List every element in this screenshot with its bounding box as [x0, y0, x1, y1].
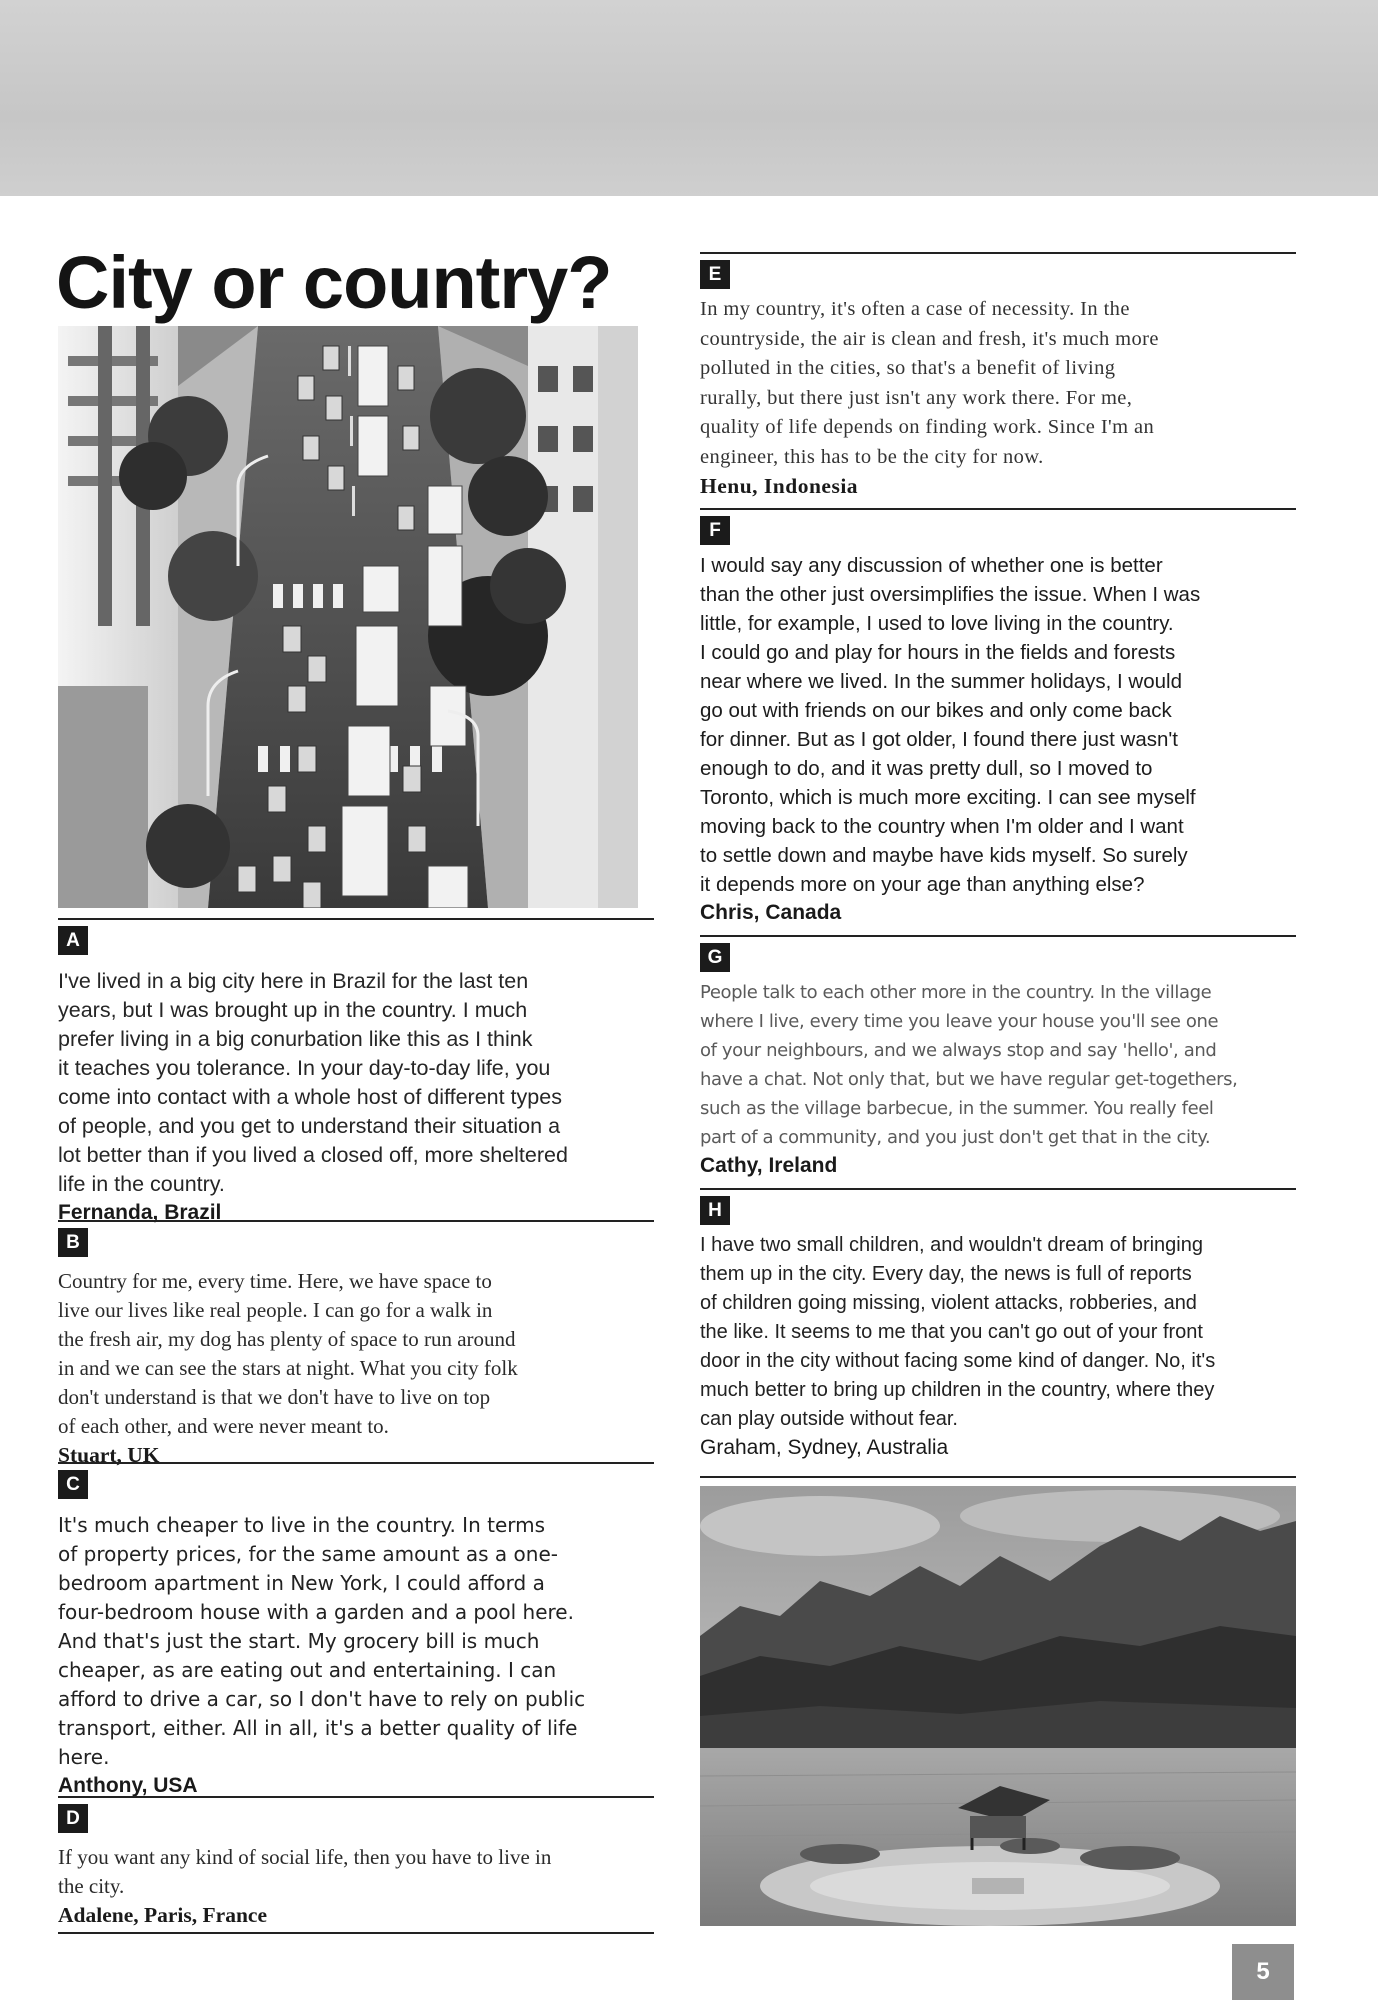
entry-author: Stuart, UK: [58, 1443, 160, 1467]
entry-divider: [700, 252, 1296, 254]
entry-text: It's much cheaper to live in the country. In terms of property prices, for the same amount as a one- bedroom apartment in New York, I could afford a four-bedroom house with a garden and a pool here. And that's just the start. My grocery bill is much cheaper, as are eating out and entertaining. I can afford to drive a car, so I don't have to rely on public transport, either. All in all, it's a better quality of life here.: [58, 1513, 586, 1769]
entry-author: Fernanda, Brazil: [58, 1201, 222, 1224]
entry-divider-bottom: [58, 1932, 654, 1934]
entry-letter-badge: E: [700, 260, 730, 289]
countryside-photo: [700, 1486, 1296, 1926]
entry-d: [58, 1796, 654, 1934]
entry-g: [700, 935, 1296, 1178]
entry-text: In my country, it's often a case of necessity. In the countryside, the air is clean and fresh, it's much more polluted in the cities, so that's a benefit of living rurally, but there just isn't any work there. For me, quality of life depends on finding work. Since I'm an engineer, this has to be the city for now.: [700, 298, 1159, 468]
entry-letter-badge: H: [700, 1196, 730, 1225]
entry-letter-badge: G: [700, 943, 730, 972]
entry-divider-bottom: [700, 1476, 1296, 1478]
entry-text: If you want any kind of social life, then you have to live in the city.: [58, 1845, 552, 1898]
entry-author: Graham, Sydney, Australia: [700, 1436, 949, 1459]
entry-divider: [700, 935, 1296, 937]
entry-divider: [58, 1796, 654, 1798]
entry-c: [58, 1462, 654, 1798]
entry-author: Anthony, USA: [58, 1774, 198, 1797]
entry-text: Country for me, every time. Here, we have space to live our lives like real people. I can go for a walk in the fresh air, my dog has plenty of space to run around in and we can see the stars at night. What you city folk don't understand is that we don't have to live on top of each other, and were never meant to.: [58, 1269, 518, 1438]
entry-author: Cathy, Ireland: [700, 1154, 838, 1177]
entry-text: People talk to each other more in the country. In the village where I live, every time you leave your house you'll see one of your neighbours, and we always stop and say 'hello', and have a chat. Not only that, but we have regular get-togethers, such as the village barbecue, in the summer. You really feel part of a community, and you just don't get that in the city.: [700, 982, 1238, 1148]
entry-divider: [58, 1220, 654, 1222]
entry-divider: [58, 918, 654, 920]
page-number: 5: [1232, 1944, 1294, 2000]
entry-author: Henu, Indonesia: [700, 474, 859, 498]
entry-author: Adalene, Paris, France: [58, 1903, 267, 1927]
entry-text: I have two small children, and wouldn't dream of bringing them up in the city. Every day, the news is full of reports of children going missing, violent attacks, robberies, and the like. It seems to me that you can't go out of your front door in the city without facing some kind of danger. No, it's much better to bring up children in the country, where they can play outside without fear.: [700, 1234, 1216, 1430]
entry-b: [58, 1220, 654, 1468]
entry-divider: [700, 508, 1296, 510]
entry-a: [58, 918, 654, 1225]
entry-letter-badge: A: [58, 926, 88, 955]
entry-letter-badge: F: [700, 516, 730, 545]
entry-f: [700, 508, 1296, 925]
entry-text: I would say any discussion of whether one is better than the other just oversimplifies the issue. When I was little, for example, I used to love living in the country. I could go and play for hours in the fields and forests near where we lived. In the summer holidays, I would go out with friends on our bikes and only come back for dinner. But as I got older, I found there just wasn't enough to do, and it was pretty dull, so I moved to Toronto, which is much more exciting. I can see myself moving back to the country when I'm older and I want to settle down and maybe have kids myself. So surely it depends more on your age than anything else?: [700, 554, 1201, 896]
entry-author: Chris, Canada: [700, 901, 842, 924]
entry-text: I've lived in a big city here in Brazil for the last ten years, but I was brought up in the country. I much prefer living in a big conurbation like this as I think it teaches you tolerance. In your day-to-day life, you come into contact with a whole host of different types of people, and you get to understand their situation a lot better than if you lived a closed off, more sheltered life in the country.: [58, 969, 568, 1196]
entry-divider: [58, 1462, 654, 1464]
previous-page-bleed: [0, 0, 1378, 196]
entry-letter-badge: C: [58, 1470, 88, 1499]
entry-letter-badge: D: [58, 1804, 88, 1833]
entry-e: [700, 252, 1296, 499]
city-street-photo: [58, 326, 638, 908]
page-title: City or country?: [56, 241, 612, 324]
entry-divider: [700, 1188, 1296, 1190]
entry-h: [700, 1188, 1296, 1478]
entry-letter-badge: B: [58, 1228, 88, 1257]
